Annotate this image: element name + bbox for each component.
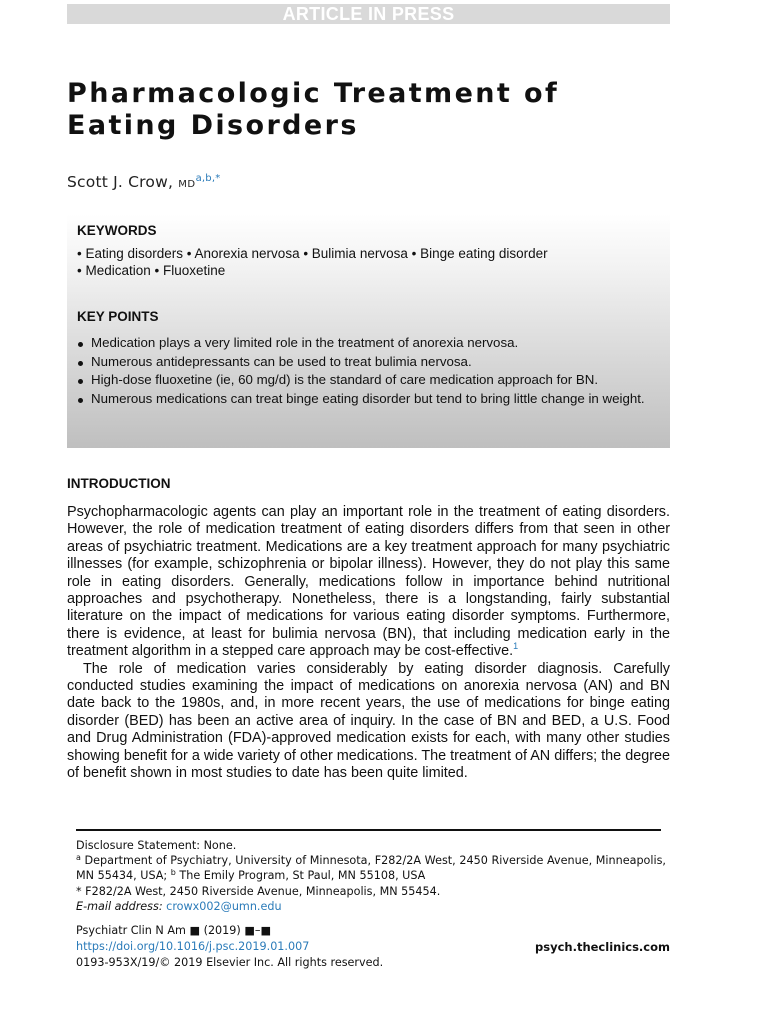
email-label: E-mail address: bbox=[76, 899, 163, 913]
keywords-line-1: • Eating disorders • Anorexia nervosa • Bulimia nervosa • Binge eating disorder bbox=[77, 246, 548, 261]
footnotes bbox=[76, 838, 666, 914]
author-line bbox=[67, 173, 220, 191]
affiliations: $^a$ Department of Psychiatry, University of Minnesota, F282/2A West, 2450 Riverside Avenue, Minneapolis, MN 55434, USA; $^b$ The Emily Program, St Paul, MN 55108, USA bbox=[76, 853, 666, 883]
author-affiliation-marks[interactable]: a,b,* bbox=[195, 173, 221, 184]
title-line-2: Eating Disorders bbox=[67, 110, 359, 141]
journal-info bbox=[76, 923, 670, 971]
journal-citation: Psychiatr Clin N Am ■ (2019) ■–■ bbox=[76, 924, 272, 937]
title-line-1: Pharmacologic Treatment of bbox=[67, 78, 560, 109]
keywords-keypoints-box bbox=[67, 214, 670, 448]
key-point-item: Numerous antidepressants can be used to treat bulimia nervosa. bbox=[77, 354, 662, 370]
copyright-line: 0193-953X/19/© 2019 Elsevier Inc. All rights reserved. bbox=[76, 956, 384, 969]
author-degree: MD bbox=[178, 179, 196, 190]
corresponding-address: * F282/2A West, 2450 Riverside Avenue, Minneapolis, MN 55454. bbox=[76, 884, 441, 898]
intro-paragraph-2: The role of medication varies considerably by eating disorder diagnosis. Carefully conducted studies examining the impact of medications on anorexia nervosa (AN) and BN date back to the 1980s, and, in more recent years, the use of medications for binge eating disorder (BED) has been an active area of inquiry. In the case of BN and BED, a U.S. Food and Drug Administration (FDA)-approved medication exists for each, with many other studies showing benefit for a wide variety of other medications. The treatment of AN differs; the degree of benefit shown in most studies to date has been quite limited. bbox=[67, 660, 670, 782]
disclosure-statement: Disclosure Statement: None. bbox=[76, 839, 237, 852]
keywords-heading: KEYWORDS bbox=[77, 223, 157, 238]
reference-1-link[interactable]: 1 bbox=[513, 641, 519, 652]
key-points-heading: KEY POINTS bbox=[77, 309, 159, 324]
email-line bbox=[76, 899, 666, 914]
author-name: Scott J. Crow, bbox=[67, 173, 174, 191]
key-point-item: Numerous medications can treat binge eating disorder but tend to bring little change in weight. bbox=[77, 391, 662, 407]
doi-link[interactable]: https://doi.org/10.1016/j.psc.2019.01.007 bbox=[76, 940, 310, 953]
email-link[interactable]: crowx002@umn.edu bbox=[166, 899, 282, 913]
keywords-line-2: • Medication • Fluoxetine bbox=[77, 263, 226, 278]
journal-site[interactable]: psych.theclinics.com bbox=[535, 940, 670, 954]
introduction-heading: INTRODUCTION bbox=[67, 476, 171, 491]
key-point-item: Medication plays a very limited role in the treatment of anorexia nervosa. bbox=[77, 335, 662, 351]
introduction-body bbox=[67, 504, 670, 783]
key-point-item: High-dose fluoxetine (ie, 60 mg/d) is the standard of care medication approach for BN. bbox=[77, 372, 662, 388]
footnote-divider bbox=[76, 829, 661, 831]
key-points-list bbox=[77, 335, 662, 409]
article-title bbox=[67, 78, 687, 142]
intro-paragraph-1: Psychopharmacologic agents can play an important role in the treatment of eating disorders. However, the role of medication treatment of eating disorders differs from that seen in other areas of psychiatric treatment. Medications are a key treatment approach for many psychiatric illnesses (for example, schizophrenia or bipolar illness). However, they do not play this same role in eating disorders. Generally, medications follow in importance behind nutritional approaches and psychotherapy. Nonetheless, there is a longstanding, fairly substantial literature on the impact of medications for various eating disorder symptoms. Furthermore, there is evidence, at least for bulimia nervosa (BN), that including medication early in the treatment algorithm in a stepped care approach may be cost-effective.$^1$ bbox=[67, 504, 670, 660]
article-in-press-banner: ARTICLE IN PRESS bbox=[67, 4, 670, 24]
